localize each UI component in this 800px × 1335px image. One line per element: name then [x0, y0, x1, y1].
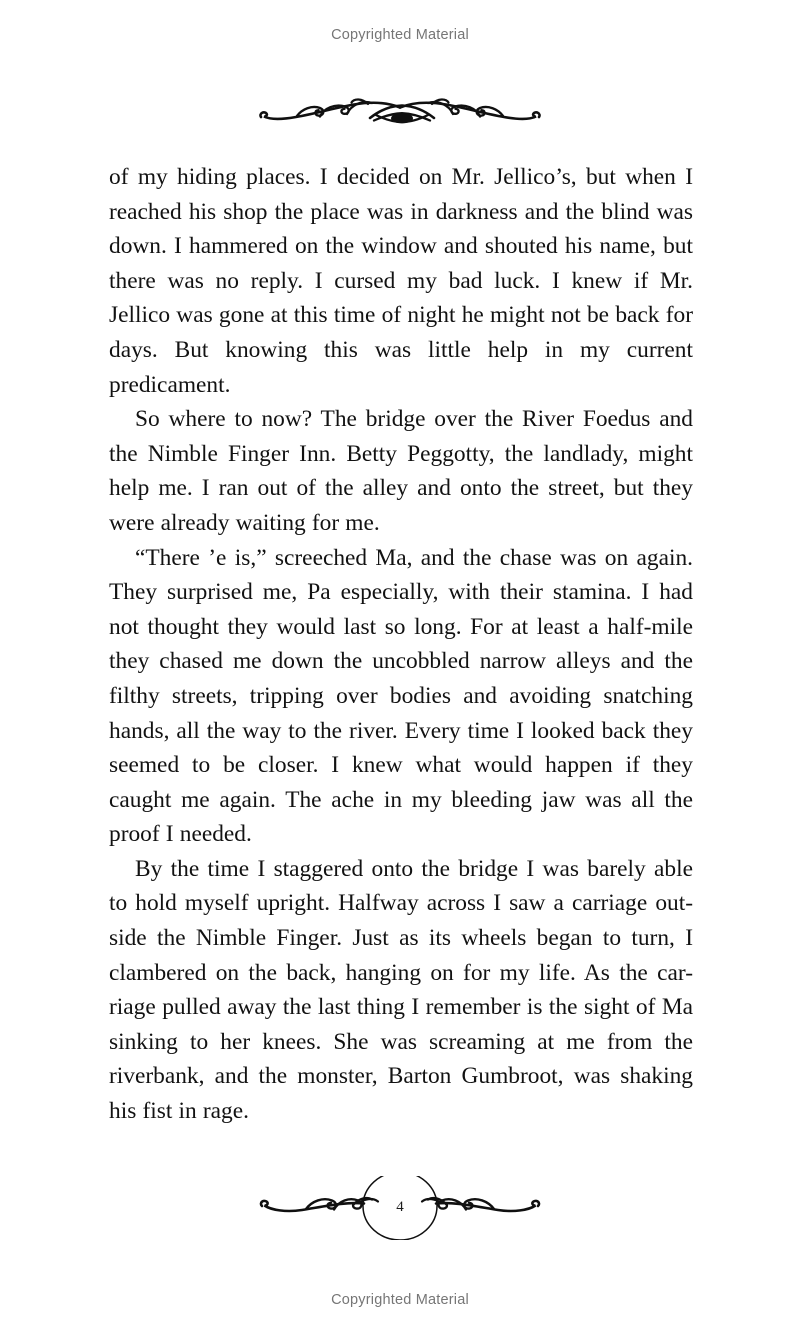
flourish-ornament-bottom: [250, 1176, 550, 1240]
flourish-ornament-bottom-icon: [250, 1176, 550, 1240]
copyrighted-material-footer: Copyrighted Material: [331, 1292, 469, 1308]
copyrighted-material-header: Copyrighted Material: [331, 27, 469, 43]
body-paragraph: So where to now? The bridge over the River Foedus and the Nimble Finger Inn. Betty Peggotty, the landlady, might help me. I ran out of the alley and onto the street, but they were already waiting for me.: [109, 406, 693, 536]
body-paragraph: of my hiding places. I decided on Mr. Jellico’s, but when I reached his shop the place was in darkness and the blind was down. I hammered on the window and shouted his name, but there was no reply. I cursed my bad luck. I knew if Mr. Jellico was gone at this time of night he might not be back for days. But knowing this was little help in my current predicament.: [109, 164, 693, 398]
body-paragraph: By the time I staggered onto the bridge I was barely able to hold myself upright. Halfway across I saw a carriage out-side the Nimble Finger. Just as its wheels began to turn, I clambered on the back, hanging on for my life. As the car-riage pulled away the last thing I remember is the sight of Ma sinking to her knees. She was screaming at me from the riverbank, and the monster, Barton Gumbroot, was shaking his fist in rage.: [109, 855, 693, 1125]
flourish-ornament-top: [250, 86, 550, 128]
page-number: 4: [396, 1199, 404, 1215]
flourish-ornament-top-icon: [250, 86, 550, 128]
body-text-column: [109, 160, 693, 1129]
body-paragraph: “There ’e is,” screeched Ma, and the chase was on again. They surprised me, Pa especially, with their stamina. I had not thought they would last so long. For at least a half-mile they chased me down the uncobbled narrow alleys and the filthy streets, tripping over bodies and avoiding snatching hands, all the way to the river. Every time I looked back they seemed to be closer. I knew what would happen if they caught me again. The ache in my bleeding jaw was all the proof I needed.: [109, 544, 693, 848]
